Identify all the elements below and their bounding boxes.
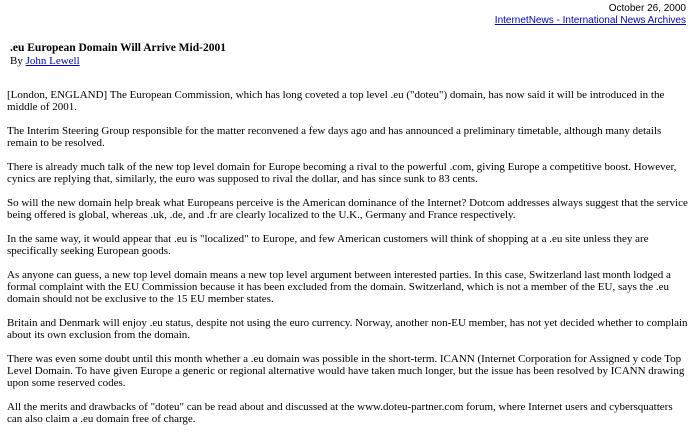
paragraph: So will the new domain help break what Europeans perceive is the American dominance of the Internet? Dotcom addresses always suggest that the service being offered is global, whereas .uk, .de, and .fr are clearly localized to the U.K., Germany and France respectively.: [7, 197, 688, 221]
archive-link[interactable]: InternetNews - International News Archives: [494, 15, 686, 26]
article-headline: .eu European Domain Will Arrive Mid-2001: [10, 42, 226, 54]
paragraph: In the same way, it would appear that .eu is "localized" to Europe, and few American customers will think of shopping at a .eu site unless they are specifically seeking European goods.: [7, 233, 649, 257]
paragraph: There is already much talk of the new top level domain for Europe becoming a rival to the powerful .com, giving Europe a competitive boost. However, cynics are replying that, similarly, the euro was supposed to rival the dollar, and has since sunk to 83 cents.: [7, 161, 677, 185]
article-body: [7, 89, 689, 425]
page-header: [495, 3, 686, 27]
paragraph: As anyone can guess, a new top level domain means a new top level argument between interested parties. In this case, Switzerland last month lodged a formal complaint with the EU Commission because it has been excluded from the domain. Switzerland, which is not a member of the EU, says the .eu domain should not be exclusive to the 15 EU member states.: [7, 269, 671, 305]
publication-date: October 26, 2000: [608, 3, 686, 14]
byline-prefix: By: [10, 55, 26, 67]
article: [7, 42, 689, 437]
paragraph: [London, ENGLAND] The European Commission, which has long coveted a top level .eu ("doteu") domain, has now said it will be introduced in the middle of 2001.: [7, 89, 665, 113]
paragraph: There was even some doubt until this month whether a .eu domain was possible in the short-term. ICANN (Internet Corporation for Assigned y code Top Level Domain. To have given Europe a generic or regional alternative would have taken much longer, but the issue has been resolved by ICANN drawing upon some reserved codes.: [7, 353, 685, 389]
paragraph: Britain and Denmark will enjoy .eu status, despite not using the euro currency. Norway, another non-EU member, has not yet decided whether to complain about its own exclusion from the domain.: [7, 317, 688, 341]
byline: [10, 55, 689, 67]
author-link[interactable]: John Lewell: [25, 55, 80, 67]
paragraph: The Interim Steering Group responsible for the matter reconvened a few days ago and has announced a preliminary timetable, although many details remain to be resolved.: [7, 125, 662, 149]
paragraph: All the merits and drawbacks of "doteu" can be read about and discussed at the www.doteu-partner.com forum, where Internet users and cybersquatters can also claim a .eu domain free of charge.: [7, 401, 673, 425]
